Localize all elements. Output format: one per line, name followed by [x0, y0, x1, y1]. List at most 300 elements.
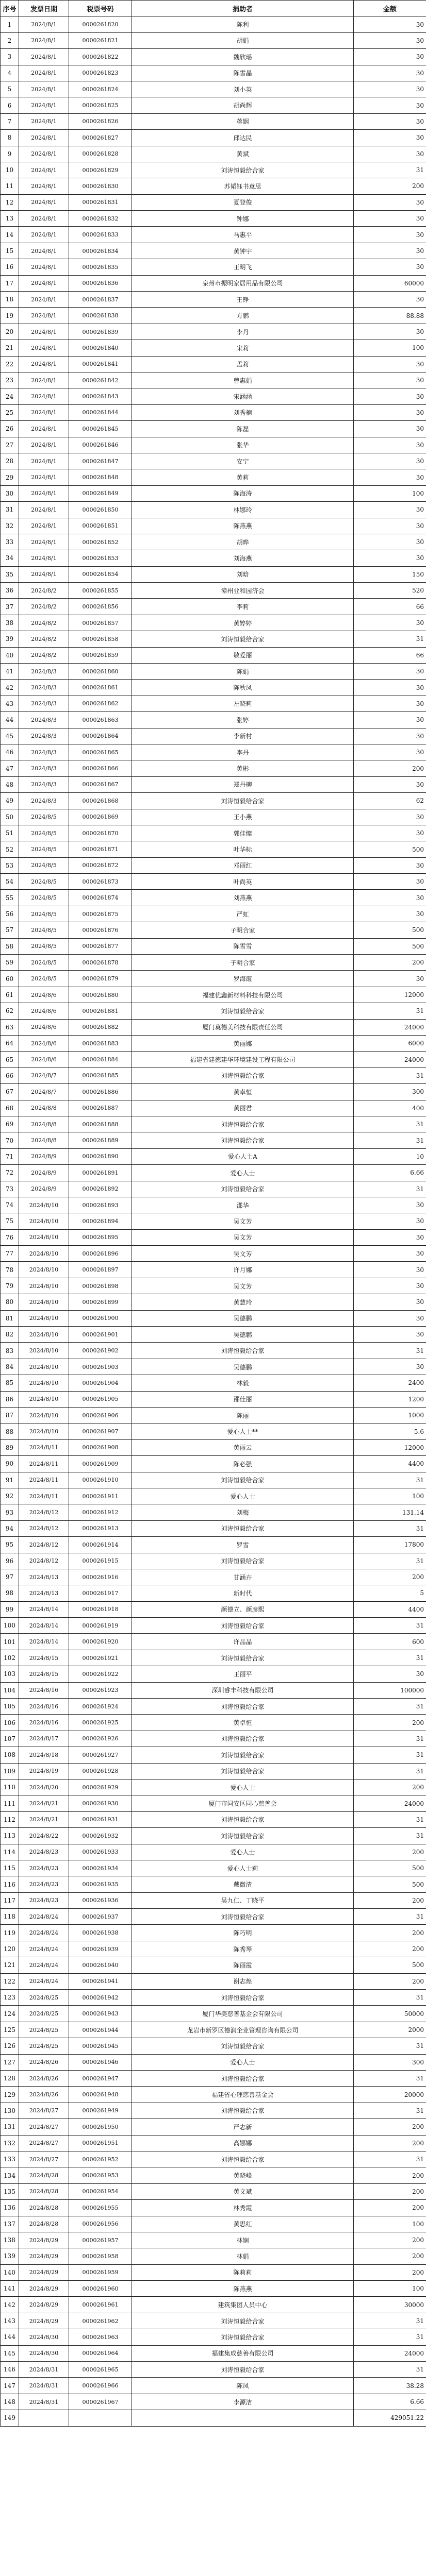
cell-invoice: 0000261866 [69, 760, 132, 776]
table-row [1, 1278, 426, 1294]
cell-date: 2024/8/1 [19, 178, 69, 194]
cell-date: 2024/8/1 [19, 340, 69, 356]
cell-invoice: 0000261903 [69, 1359, 132, 1375]
cell-invoice: 0000261868 [69, 793, 132, 809]
cell-date: 2024/8/1 [19, 130, 69, 146]
table-row [1, 1132, 426, 1148]
cell-invoice: 0000261954 [69, 2183, 132, 2199]
cell-donor: 刘梅 [132, 1504, 354, 1520]
cell-amount: 30 [354, 32, 426, 48]
cell-no: 133 [1, 2151, 19, 2167]
cell-date: 2024/8/1 [19, 227, 69, 243]
table-row [1, 1779, 426, 1795]
cell-donor: 陈秋凤 [132, 680, 354, 696]
cell-no: 97 [1, 1569, 19, 1585]
table-row [1, 1763, 426, 1779]
cell-invoice: 0000261948 [69, 2087, 132, 2103]
cell-donor: 爱心人士 [132, 2054, 354, 2070]
table-row [1, 453, 426, 469]
cell-donor: 刘涛恒毅给合家 [132, 1990, 354, 2006]
cell-donor: 王丽平 [132, 1666, 354, 1682]
table-row [1, 1828, 426, 1844]
cell-amount: 31 [354, 2313, 426, 2329]
table-row [1, 1553, 426, 1569]
cell-amount: 30 [354, 453, 426, 469]
cell-donor: 魏欣瑶 [132, 49, 354, 65]
table-row [1, 1067, 426, 1083]
cell-date: 2024/8/9 [19, 1181, 69, 1197]
cell-invoice: 0000261905 [69, 1391, 132, 1407]
cell-donor: 吴文芳 [132, 1229, 354, 1245]
cell-invoice: 0000261955 [69, 2200, 132, 2216]
table-row [1, 1229, 426, 1245]
cell-donor: 谢志煌 [132, 1973, 354, 1989]
cell-donor: 刘涛恒毅给合家 [132, 1067, 354, 1083]
cell-no: 58 [1, 938, 19, 954]
cell-donor: 宋涵涵 [132, 388, 354, 404]
cell-invoice: 0000261848 [69, 469, 132, 485]
cell-no: 85 [1, 1375, 19, 1391]
cell-no: 105 [1, 1699, 19, 1715]
cell-invoice: 0000261885 [69, 1067, 132, 1083]
cell-invoice: 0000261943 [69, 2006, 132, 2022]
cell-amount: 200 [354, 2232, 426, 2248]
cell-invoice: 0000261950 [69, 2119, 132, 2135]
cell-invoice: 0000261841 [69, 356, 132, 372]
cell-invoice: 0000261821 [69, 32, 132, 48]
cell-donor: 陈雪晶 [132, 65, 354, 81]
cell-invoice: 0000261939 [69, 1941, 132, 1957]
cell-date: 2024/8/1 [19, 453, 69, 469]
cell-invoice: 0000261886 [69, 1084, 132, 1100]
cell-no: 102 [1, 1650, 19, 1666]
cell-date: 2024/8/1 [19, 404, 69, 420]
cell-no: 100 [1, 1618, 19, 1634]
cell-date: 2024/8/6 [19, 987, 69, 1003]
cell-no: 147 [1, 2378, 19, 2394]
table-row [1, 1100, 426, 1116]
table-row [1, 178, 426, 194]
cell-date: 2024/8/24 [19, 1973, 69, 1989]
cell-donor: 王小燕 [132, 809, 354, 825]
cell-no: 20 [1, 324, 19, 340]
cell-no: 112 [1, 1811, 19, 1827]
cell-amount: 12000 [354, 1439, 426, 1455]
cell-amount: 6000 [354, 1036, 426, 1052]
table-row [1, 437, 426, 453]
cell-invoice: 0000261904 [69, 1375, 132, 1391]
cell-amount: 30 [354, 809, 426, 825]
cell-donor: 林秀霞 [132, 2200, 354, 2216]
header-no: 序号 [1, 1, 19, 16]
cell-date: 2024/8/1 [19, 485, 69, 501]
cell-donor: 黄晓峰 [132, 2167, 354, 2183]
cell-date: 2024/8/2 [19, 599, 69, 615]
cell-no: 101 [1, 1634, 19, 1650]
cell-donor: 高娜娜 [132, 2135, 354, 2151]
cell-no: 113 [1, 1828, 19, 1844]
cell-date: 2024/8/10 [19, 1262, 69, 1278]
cell-date: 2024/8/12 [19, 1553, 69, 1569]
table-row [1, 2362, 426, 2378]
cell-no: 62 [1, 1003, 19, 1019]
cell-no: 67 [1, 1084, 19, 1100]
cell-amount: 30 [354, 825, 426, 841]
table-row [1, 340, 426, 356]
cell-donor: 刘涛恒毅给合家 [132, 1553, 354, 1569]
cell-no: 57 [1, 922, 19, 938]
cell-date: 2024/8/31 [19, 2378, 69, 2394]
cell-amount: 500 [354, 841, 426, 857]
cell-date: 2024/8/24 [19, 1957, 69, 1973]
cell-donor: 刘涛恒毅给合家 [132, 1731, 354, 1747]
cell-date: 2024/8/2 [19, 615, 69, 631]
cell-no: 11 [1, 178, 19, 194]
table-row [1, 1343, 426, 1359]
cell-amount: 30 [354, 388, 426, 404]
cell-invoice: 0000261965 [69, 2362, 132, 2378]
cell-invoice: 0000261845 [69, 421, 132, 437]
cell-donor: 刘涛恒毅给合家 [132, 2071, 354, 2087]
cell-amount: 600 [354, 1634, 426, 1650]
cell-amount: 31 [354, 1699, 426, 1715]
cell-date: 2024/8/1 [19, 275, 69, 291]
total-row [1, 2410, 426, 2426]
header-amount: 金额 [354, 1, 426, 16]
cell-invoice: 0000261901 [69, 1327, 132, 1343]
table-row [1, 81, 426, 97]
cell-amount: 200 [354, 2200, 426, 2216]
cell-donor: 郭佳燦 [132, 825, 354, 841]
cell-invoice: 0000261882 [69, 1019, 132, 1035]
table-row [1, 1407, 426, 1423]
cell-date: 2024/8/14 [19, 1618, 69, 1634]
cell-invoice: 0000261852 [69, 534, 132, 550]
cell-invoice: 0000261958 [69, 2248, 132, 2264]
cell-no: 117 [1, 1892, 19, 1908]
cell-amount: 100 [354, 2281, 426, 2297]
cell-date: 2024/8/24 [19, 1941, 69, 1957]
cell-invoice: 0000261857 [69, 615, 132, 631]
cell-date: 2024/8/30 [19, 2329, 69, 2345]
cell-date: 2024/8/17 [19, 1731, 69, 1747]
cell-donor: 许月娜 [132, 1262, 354, 1278]
cell-no: 99 [1, 1601, 19, 1617]
cell-no: 114 [1, 1844, 19, 1860]
cell-invoice: 0000261935 [69, 1876, 132, 1892]
table-row [1, 2200, 426, 2216]
table-row [1, 1973, 426, 1989]
cell-amount: 30 [354, 372, 426, 388]
cell-invoice: 0000261944 [69, 2022, 132, 2038]
cell-date: 2024/8/3 [19, 793, 69, 809]
cell-no: 98 [1, 1585, 19, 1601]
table-row [1, 1520, 426, 1536]
cell-date: 2024/8/31 [19, 2362, 69, 2378]
cell-no: 72 [1, 1165, 19, 1181]
table-row [1, 292, 426, 308]
cell-no: 30 [1, 485, 19, 501]
cell-no: 44 [1, 712, 19, 728]
cell-donor: 刘涛恒毅给合家 [132, 1132, 354, 1148]
cell-invoice: 0000261914 [69, 1537, 132, 1553]
cell-amount: 300 [354, 2054, 426, 2070]
cell-invoice: 0000261850 [69, 502, 132, 518]
cell-invoice: 0000261859 [69, 647, 132, 663]
cell-no: 129 [1, 2087, 19, 2103]
table-row [1, 1941, 426, 1957]
cell-amount: 30 [354, 356, 426, 372]
cell-invoice: 0000261889 [69, 1132, 132, 1148]
cell-amount: 6.66 [354, 1165, 426, 1181]
cell-donor: 刘小英 [132, 81, 354, 97]
cell-invoice: 0000261907 [69, 1423, 132, 1439]
table-row [1, 647, 426, 663]
cell-amount: 30 [354, 81, 426, 97]
cell-amount: 200 [354, 1941, 426, 1957]
cell-no: 92 [1, 1488, 19, 1504]
cell-date: 2024/8/3 [19, 664, 69, 680]
cell-amount: 30 [354, 211, 426, 227]
table-row [1, 2345, 426, 2361]
cell-donor: 黄丽君 [132, 1100, 354, 1116]
table-row [1, 922, 426, 938]
cell-no: 136 [1, 2200, 19, 2216]
cell-date: 2024/8/28 [19, 2183, 69, 2199]
cell-amount: 30 [354, 16, 426, 32]
cell-donor: 刘燕燕 [132, 890, 354, 906]
cell-no: 23 [1, 372, 19, 388]
cell-no: 59 [1, 955, 19, 971]
table-row [1, 1909, 426, 1925]
cell-donor: 刘涛恒毅给合家 [132, 1116, 354, 1132]
cell-no: 134 [1, 2167, 19, 2183]
cell-donor: 刘涛恒毅给合家 [132, 1343, 354, 1359]
cell-donor: 爱心人士 [132, 1488, 354, 1504]
cell-amount: 100 [354, 1488, 426, 1504]
cell-no: 87 [1, 1407, 19, 1423]
table-row [1, 2151, 426, 2167]
cell-invoice: 0000261873 [69, 874, 132, 890]
cell-no: 73 [1, 1181, 19, 1197]
table-row [1, 2071, 426, 2087]
table-row [1, 2167, 426, 2183]
cell-donor: 陈雪雪 [132, 938, 354, 954]
cell-invoice: 0000261864 [69, 728, 132, 744]
header-row [1, 1, 426, 16]
cell-amount: 200 [354, 2183, 426, 2199]
cell-date: 2024/8/29 [19, 2281, 69, 2297]
cell-donor: 爱心人士 [132, 1844, 354, 1860]
cell-amount: 31 [354, 1003, 426, 1019]
cell-date: 2024/8/10 [19, 1310, 69, 1326]
cell-invoice: 0000261863 [69, 712, 132, 728]
cell-donor: 厦门莫德美科技有限责任公司 [132, 1019, 354, 1035]
cell-donor: 黄钟宇 [132, 243, 354, 259]
cell-amount: 30 [354, 1197, 426, 1213]
cell-date: 2024/8/21 [19, 1795, 69, 1811]
cell-amount: 30 [354, 857, 426, 873]
cell-date: 2024/8/1 [19, 388, 69, 404]
cell-invoice: 0000261961 [69, 2297, 132, 2313]
table-row [1, 2135, 426, 2151]
cell-amount: 30 [354, 502, 426, 518]
cell-no: 128 [1, 2071, 19, 2087]
cell-no: 7 [1, 113, 19, 129]
cell-date: 2024/8/26 [19, 2071, 69, 2087]
cell-invoice: 0000261938 [69, 1925, 132, 1941]
cell-donor: 李新村 [132, 728, 354, 744]
cell-invoice: 0000261840 [69, 340, 132, 356]
cell-amount: 10 [354, 1148, 426, 1164]
cell-date: 2024/8/8 [19, 1100, 69, 1116]
cell-date: 2024/8/5 [19, 922, 69, 938]
cell-date: 2024/8/6 [19, 1019, 69, 1035]
table-row [1, 1262, 426, 1278]
cell-no: 90 [1, 1456, 19, 1472]
cell-donor: 刘涛恒毅给合家 [132, 1472, 354, 1488]
cell-amount: 30 [354, 97, 426, 113]
cell-no: 25 [1, 404, 19, 420]
cell-donor: 刘涛恒毅给合家 [132, 1747, 354, 1763]
cell-amount: 31 [354, 2151, 426, 2167]
table-row [1, 2103, 426, 2119]
cell-amount: 30 [354, 437, 426, 453]
cell-invoice: 0000261842 [69, 372, 132, 388]
table-row [1, 1925, 426, 1941]
cell-invoice: 0000261923 [69, 1682, 132, 1698]
cell-amount: 30 [354, 712, 426, 728]
cell-no: 27 [1, 437, 19, 453]
table-row [1, 664, 426, 680]
table-row [1, 971, 426, 987]
table-row [1, 712, 426, 728]
cell-amount: 30 [354, 404, 426, 420]
cell-amount: 62 [354, 793, 426, 809]
cell-date: 2024/8/10 [19, 1278, 69, 1294]
table-row [1, 534, 426, 550]
cell-date: 2024/8/21 [19, 1811, 69, 1827]
cell-no: 126 [1, 2038, 19, 2054]
cell-no: 55 [1, 890, 19, 906]
cell-amount: 30 [354, 1310, 426, 1326]
cell-donor: 爱心人士莉 [132, 1860, 354, 1876]
cell-invoice: 0000261936 [69, 1892, 132, 1908]
cell-no: 64 [1, 1036, 19, 1052]
cell-amount: 31 [354, 1116, 426, 1132]
table-row [1, 874, 426, 890]
table-row [1, 583, 426, 599]
cell-no: 107 [1, 1731, 19, 1747]
cell-no: 74 [1, 1197, 19, 1213]
cell-no: 39 [1, 631, 19, 647]
cell-date: 2024/8/13 [19, 1569, 69, 1585]
cell-invoice: 0000261919 [69, 1618, 132, 1634]
cell-amount: 31 [354, 1747, 426, 1763]
table-row [1, 841, 426, 857]
cell-donor: 邓丽红 [132, 857, 354, 873]
cell-donor: 刘涛恒毅给合家 [132, 631, 354, 647]
cell-amount: 200 [354, 1925, 426, 1941]
cell-no: 18 [1, 292, 19, 308]
table-row [1, 1731, 426, 1747]
table-row [1, 1860, 426, 1876]
cell-invoice: 0000261915 [69, 1553, 132, 1569]
cell-date: 2024/8/10 [19, 1423, 69, 1439]
table-row [1, 2087, 426, 2103]
cell-amount: 31 [354, 1763, 426, 1779]
cell-donor: 叶华标 [132, 841, 354, 857]
cell-donor: 安宁 [132, 453, 354, 469]
cell-invoice: 0000261934 [69, 1860, 132, 1876]
cell-donor: 刘涛恒毅给合家 [132, 1618, 354, 1634]
cell-no: 109 [1, 1763, 19, 1779]
cell-date: 2024/8/10 [19, 1343, 69, 1359]
cell-no: 56 [1, 906, 19, 922]
cell-date: 2024/8/5 [19, 971, 69, 987]
cell-no: 125 [1, 2022, 19, 2038]
cell-donor: 厦门华美慈善基金会有限公司 [132, 2006, 354, 2022]
cell-no: 41 [1, 664, 19, 680]
cell-donor: 刘涛恒毅给合家 [132, 2313, 354, 2329]
cell-date: 2024/8/1 [19, 65, 69, 81]
cell-donor: 陈娟 [132, 664, 354, 680]
cell-amount: 66 [354, 599, 426, 615]
cell-no: 22 [1, 356, 19, 372]
cell-no: 34 [1, 550, 19, 566]
cell-date: 2024/8/12 [19, 1520, 69, 1536]
cell-no: 60 [1, 971, 19, 987]
cell-no: 77 [1, 1246, 19, 1262]
cell-donor: 陈海涛 [132, 485, 354, 501]
cell-invoice: 0000261963 [69, 2329, 132, 2345]
cell-no: 95 [1, 1537, 19, 1553]
cell-donor: 陈磊 [132, 421, 354, 437]
cell-invoice: 0000261899 [69, 1294, 132, 1310]
cell-invoice: 0000261913 [69, 1520, 132, 1536]
table-row [1, 2119, 426, 2135]
cell-invoice: 0000261825 [69, 97, 132, 113]
table-row [1, 2022, 426, 2038]
cell-donor: 刘涛恒毅给合家 [132, 1650, 354, 1666]
cell-amount: 131.14 [354, 1504, 426, 1520]
cell-amount: 300 [354, 1084, 426, 1100]
cell-invoice: 0000261896 [69, 1246, 132, 1262]
cell-amount: 30 [354, 227, 426, 243]
cell-date: 2024/8/15 [19, 1666, 69, 1682]
cell-donor: 爱心人士 [132, 1779, 354, 1795]
cell-date: 2024/8/10 [19, 1213, 69, 1229]
cell-amount: 20000 [354, 2087, 426, 2103]
cell-invoice: 0000261831 [69, 194, 132, 210]
table-row [1, 2054, 426, 2070]
cell-date: 2024/8/10 [19, 1327, 69, 1343]
cell-invoice: 0000261851 [69, 518, 132, 534]
table-row [1, 1537, 426, 1553]
cell-amount: 31 [354, 1731, 426, 1747]
cell-amount: 30 [354, 65, 426, 81]
table-row [1, 146, 426, 162]
table-row [1, 938, 426, 954]
cell-donor: 刘秀楠 [132, 404, 354, 420]
cell-donor: 张婷 [132, 712, 354, 728]
cell-donor: 方鹏 [132, 308, 354, 324]
cell-invoice: 0000261844 [69, 404, 132, 420]
cell-no: 17 [1, 275, 19, 291]
cell-amount: 100 [354, 2216, 426, 2232]
table-row [1, 1423, 426, 1439]
cell-date: 2024/8/16 [19, 1682, 69, 1698]
